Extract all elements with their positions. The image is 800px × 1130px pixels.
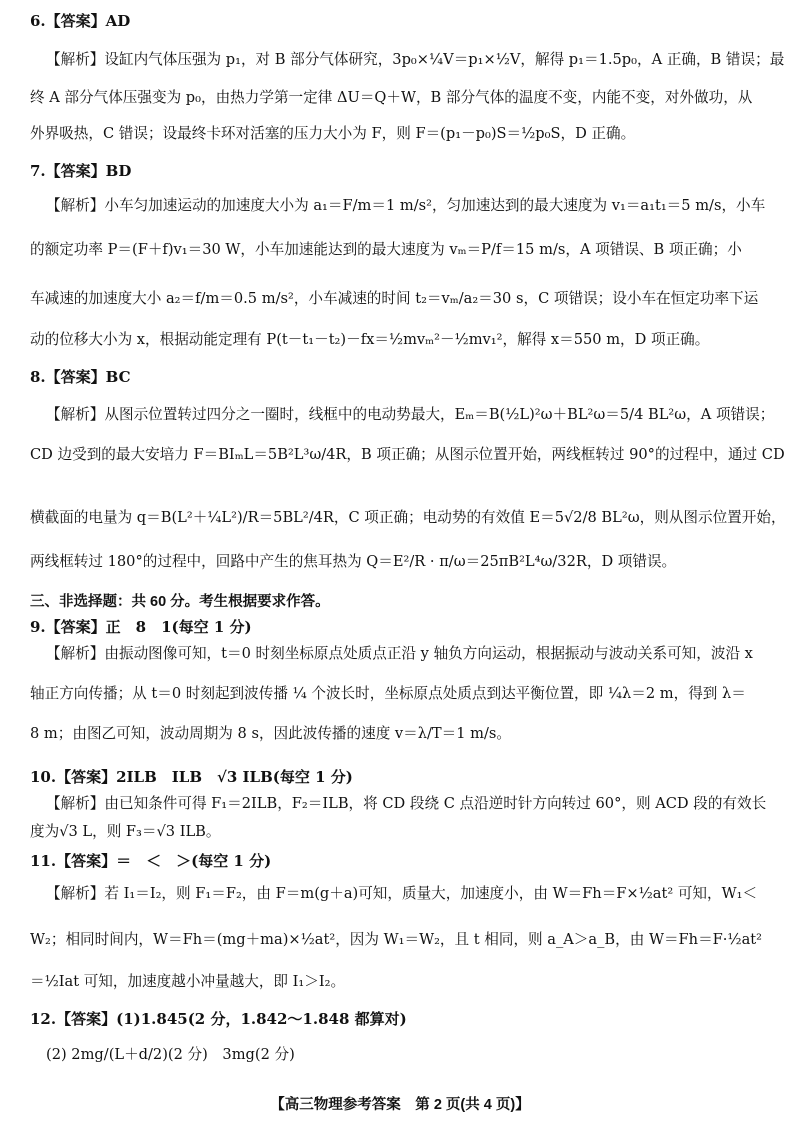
q8-analysis-line-2: CD 边受到的最大安培力 F＝BIₘL＝5B²L³ω/4R，B 项正确；从图示位置开始，两线框转过 90°的过程中，通过 CD <box>30 446 785 463</box>
q9-analysis-line-1: 【解析】由振动图像可知，t＝0 时刻坐标原点处质点正沿 y 轴负方向运动，根据振动与波动关系可知，波沿 x <box>46 645 753 662</box>
q9-analysis-line-3: 8 m；由图乙可知，波动周期为 8 s，因此波传播的速度 v＝λ/T＝1 m/s。 <box>30 725 512 742</box>
q7-analysis-line-3: 车减速的加速度大小 a₂＝f/m＝0.5 m/s²，小车减速的时间 t₂＝vₘ/a₂＝30 s，C 项错误；设小车在恒定功率下运 <box>30 290 759 307</box>
q7-analysis-line-2: 的额定功率 P＝(F＋f)v₁＝30 W，小车加速能达到的最大速度为 vₘ＝P/f＝15 m/s，A 项错误、B 项正确；小 <box>30 241 742 258</box>
q11-analysis-line-2: W₂；相同时间内，W＝Fh＝(mg＋ma)×½at²，因为 W₁＝W₂，且 t 相同，则 a_A＞a_B，由 W＝Fh＝F·½at² <box>30 931 762 948</box>
q10-analysis-line-2: 度为√3 L，则 F₃＝√3 ILB。 <box>30 823 221 840</box>
q7-answer: 7.【答案】BD <box>30 162 132 180</box>
q8-analysis-line-1: 【解析】从图示位置转过四分之一圈时，线框中的电动势最大，Eₘ＝B(½L)²ω＋BL²ω＝5/4 BL²ω，A 项错误； <box>46 406 775 423</box>
q11-answer: 11.【答案】＝ ＜ ＞(每空 1 分) <box>30 852 272 870</box>
q10-answer: 10.【答案】2ILB ILB √3 ILB(每空 1 分) <box>30 768 353 786</box>
q8-analysis-line-3: 横截面的电量为 q＝B(L²＋¼L²)/R＝5BL²/4R，C 项正确；电动势的有效值 E＝5√2/8 BL²ω，则从图示位置开始， <box>30 509 786 526</box>
q6-answer: 6.【答案】AD <box>30 12 131 30</box>
section-3-heading: 三、非选择题：共 60 分。考生根据要求作答。 <box>30 594 330 610</box>
page-footer: 【高三物理参考答案 第 2 页(共 4 页)】 <box>270 1097 530 1113</box>
q7-analysis-line-1: 【解析】小车匀加速运动的加速度大小为 a₁＝F/m＝1 m/s²，匀加速达到的最大速度为 v₁＝a₁t₁＝5 m/s，小车 <box>46 197 766 214</box>
q7-analysis-line-4: 动的位移大小为 x，根据动能定理有 P(t－t₁－t₂)－fx＝½mvₘ²－½mv₁²，解得 x＝550 m，D 项正确。 <box>30 331 710 348</box>
q9-answer: 9.【答案】正 8 1(每空 1 分) <box>30 618 252 636</box>
q6-analysis-line-3: 外界吸热，C 错误；设最终卡环对活塞的压力大小为 F，则 F＝(p₁－p₀)S＝½p₀S，D 正确。 <box>30 125 636 142</box>
q6-analysis-line-2: 终 A 部分气体压强变为 p₀，由热力学第一定律 ΔU＝Q＋W，B 部分气体的温度不变，内能不变，对外做功，从 <box>30 89 753 106</box>
q8-analysis-line-4: 两线框转过 180°的过程中，回路中产生的焦耳热为 Q＝E²/R · π/ω＝25πB²L⁴ω/32R，D 项错误。 <box>30 553 677 570</box>
q10-analysis-line-1: 【解析】由已知条件可得 F₁＝2ILB，F₂＝ILB，将 CD 段绕 C 点沿逆时针方向转过 60°，则 ACD 段的有效长 <box>46 795 767 812</box>
q11-analysis-line-3: ＝½Iat 可知，加速度越小冲量越大，即 I₁＞I₂。 <box>30 973 346 990</box>
q8-answer: 8.【答案】BC <box>30 368 131 386</box>
q12-answer: 12.【答案】(1)1.845(2 分，1.842～1.848 都算对) <box>30 1010 407 1028</box>
q12-answer-line-2: (2) 2mg/(L＋d/2)(2 分) 3mg(2 分) <box>46 1046 295 1063</box>
q11-analysis-line-1: 【解析】若 I₁＝I₂，则 F₁＝F₂，由 F＝m(g＋a)可知，质量大，加速度小，由 W＝Fh＝F×½at² 可知，W₁＜ <box>46 885 758 902</box>
q6-analysis-line-1: 【解析】设缸内气体压强为 p₁，对 B 部分气体研究，3p₀×¼V＝p₁×½V，解得 p₁＝1.5p₀，A 正确，B 错误；最 <box>46 51 785 68</box>
q9-analysis-line-2: 轴正方向传播；从 t＝0 时刻起到波传播 ¼ 个波长时，坐标原点处质点到达平衡位置，即 ¼λ＝2 m，得到 λ＝ <box>30 685 746 702</box>
